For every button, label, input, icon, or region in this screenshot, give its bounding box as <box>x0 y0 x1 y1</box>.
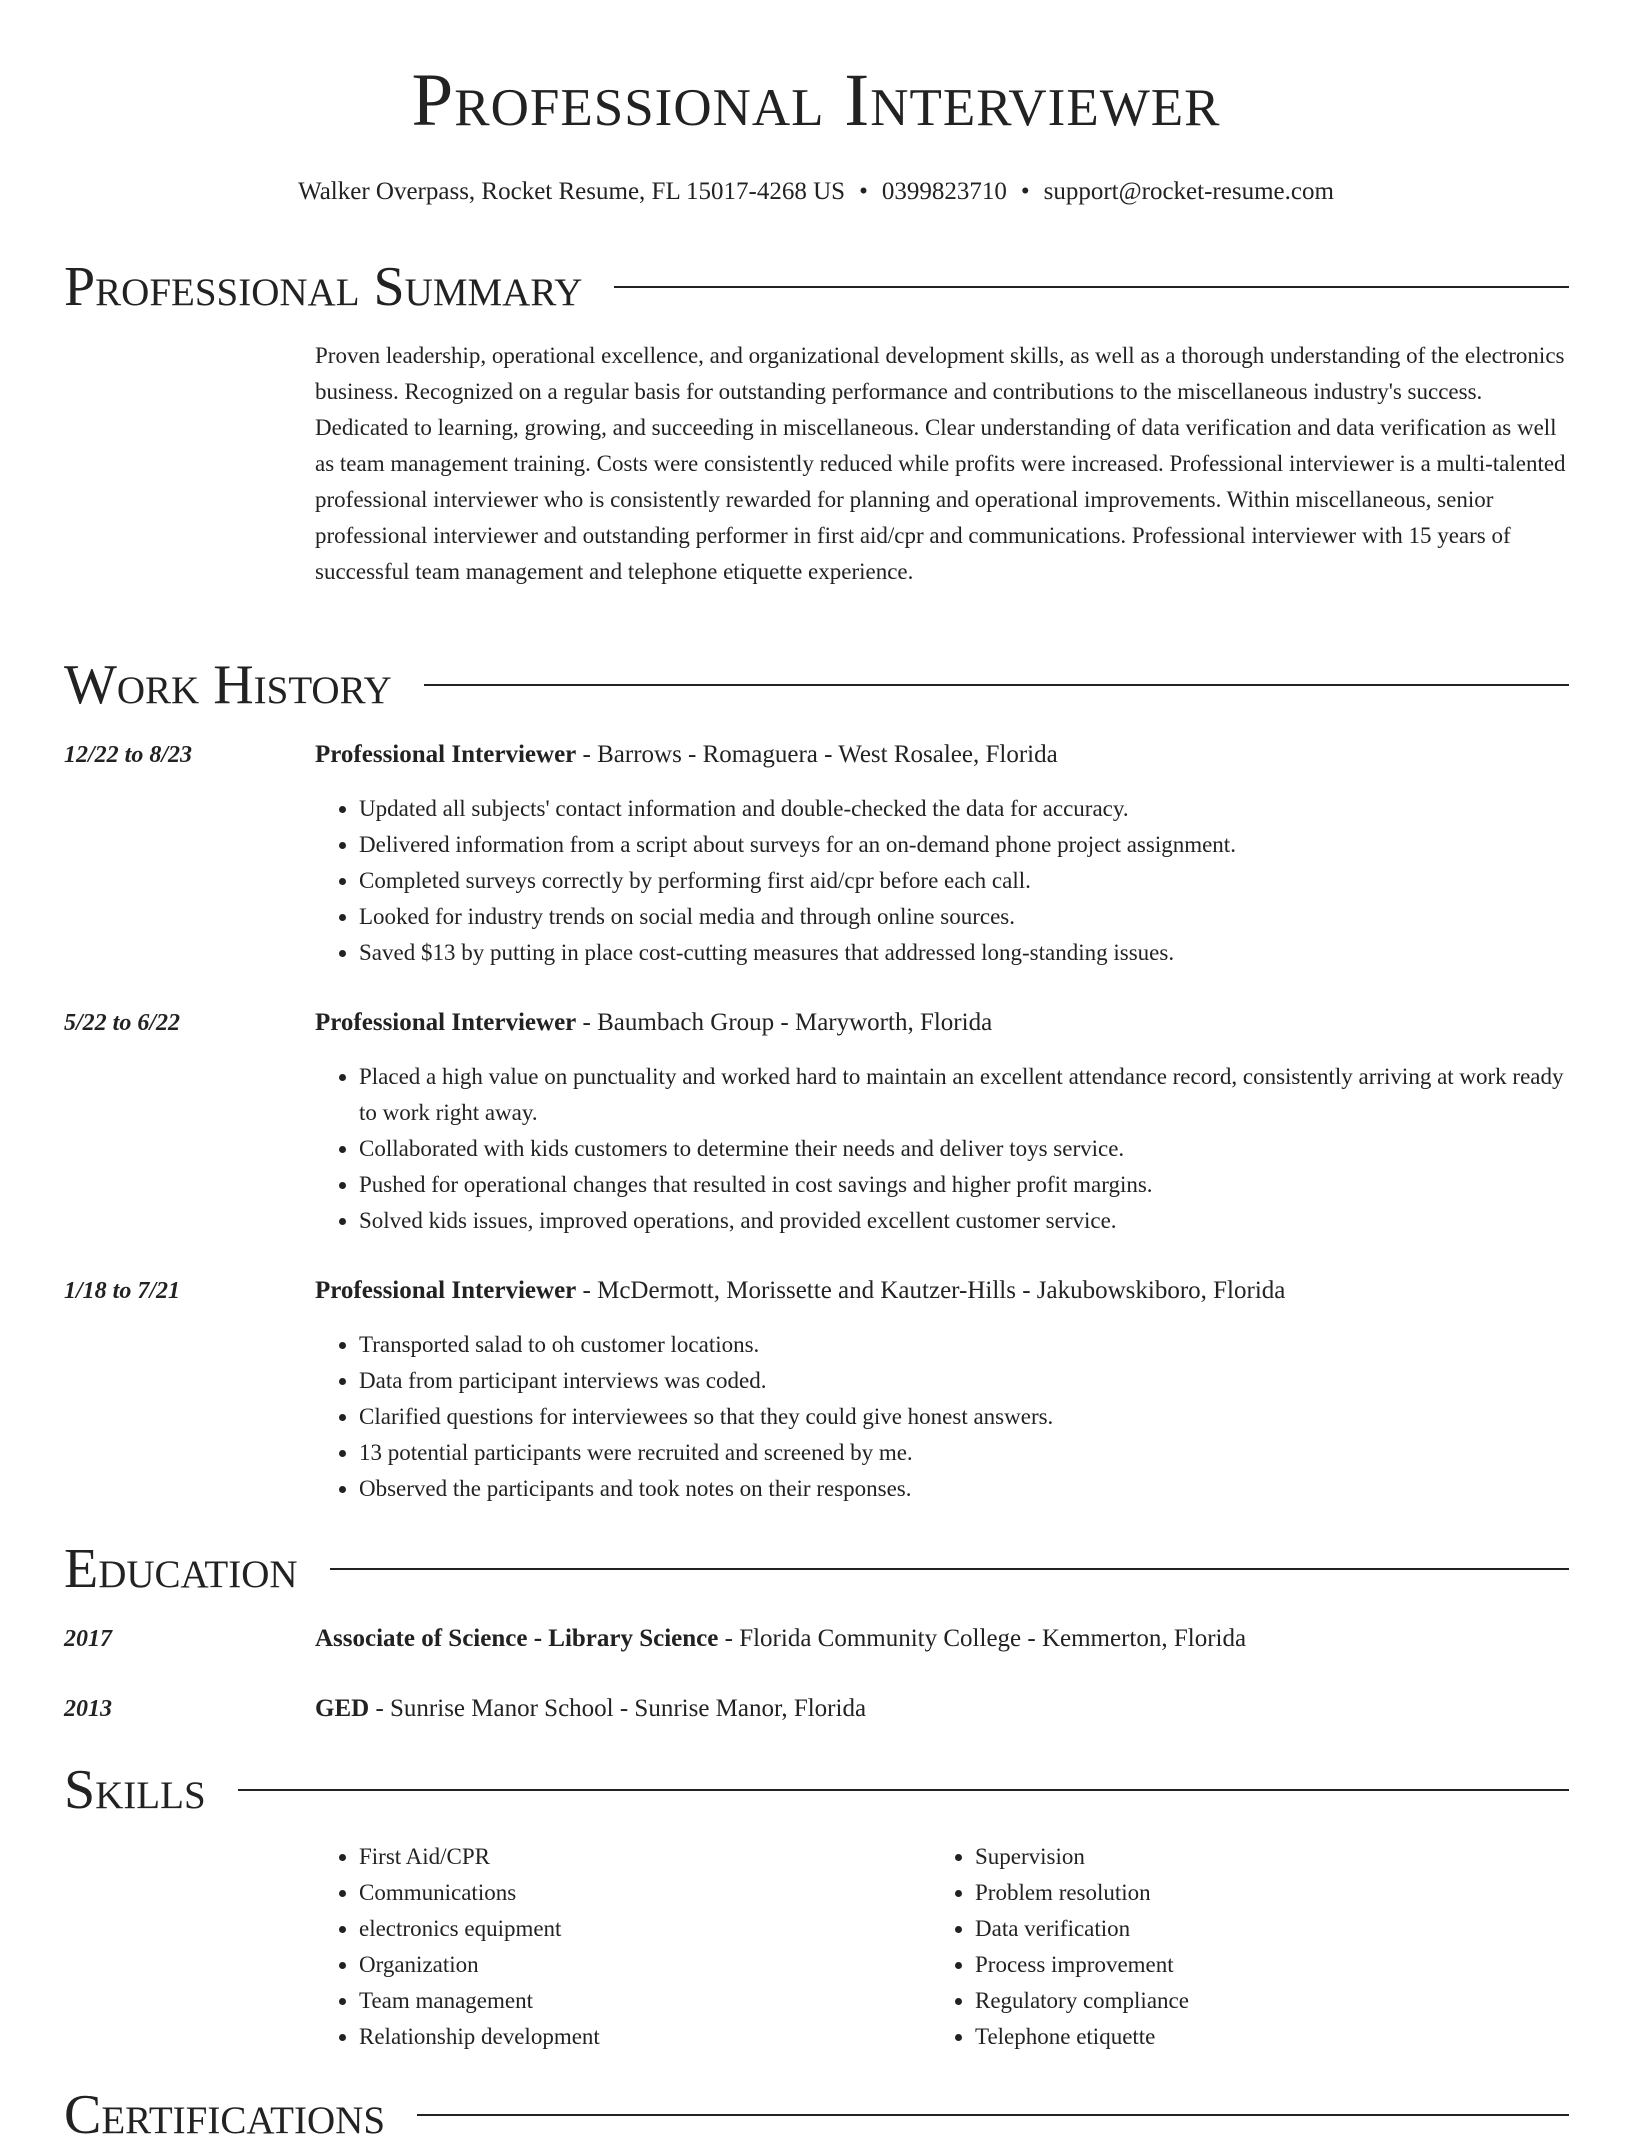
job-title: Professional Interviewer <box>315 741 577 768</box>
education-year: 2013 <box>64 1696 112 1722</box>
degree: GED <box>315 1695 370 1722</box>
skill-item: • Communications <box>359 1875 915 1911</box>
job-heading <box>315 737 1569 773</box>
skills-section-header <box>64 1755 1569 1825</box>
degree: Associate of Science - Library Science <box>315 1625 719 1652</box>
skill-item: • First Aid/CPR <box>359 1839 915 1875</box>
list-item: • Clarified questions for interviewees so that they could give honest answers. <box>359 1399 1569 1435</box>
list-item: • Solved kids issues, improved operations, and provided excellent customer service. <box>359 1203 1569 1239</box>
list-item: • Saved $13 by putting in place cost-cutting measures that addressed long-standing issues. <box>359 935 1569 971</box>
section-divider <box>424 684 1569 686</box>
skill-item: • Regulatory compliance <box>975 1983 1531 2019</box>
section-title: Work History <box>64 654 392 716</box>
skill-item: • Team management <box>359 1983 915 2019</box>
job-employer: - McDermott, Morissette and Kautzer-Hills - Jakubowskiboro, Florida <box>576 1277 1286 1304</box>
job-title: Professional Interviewer <box>315 1009 577 1036</box>
work-history-section-header <box>64 650 1569 720</box>
job-duties <box>315 1327 1569 1507</box>
section-title: Professional Summary <box>64 256 583 318</box>
skill-item: • Data verification <box>975 1911 1531 1947</box>
list-item: • Pushed for operational changes that resulted in cost savings and higher profit margins. <box>359 1167 1569 1203</box>
job-employer: - Barrows - Romaguera - West Rosalee, Florida <box>576 741 1058 768</box>
list-item: • Delivered information from a script about surveys for an on-demand phone project assignment. <box>359 827 1569 863</box>
job-dates: 12/22 to 8/23 <box>64 742 193 768</box>
job-employer: - Baumbach Group - Maryworth, Florida <box>576 1009 993 1036</box>
list-item: • Placed a high value on punctuality and worked hard to maintain an excellent attendance record, consistently arriving at work ready to work right away. <box>359 1059 1569 1131</box>
section-divider <box>417 2114 1569 2116</box>
education-heading <box>315 1691 1569 1727</box>
skill-item: • Telephone etiquette <box>975 2019 1531 2055</box>
contact-phone: 0399823710 <box>881 178 1007 205</box>
contact-address: Walker Overpass, Rocket Resume, FL 15017-4268 US <box>298 178 846 205</box>
job-dates: 1/18 to 7/21 <box>64 1278 181 1304</box>
education-year: 2017 <box>64 1626 112 1652</box>
list-item: • Data from participant interviews was coded. <box>359 1363 1569 1399</box>
job-duties <box>315 791 1569 971</box>
summary-section-header <box>64 252 1569 322</box>
candidate-name: Professional Interviewer <box>411 59 1221 142</box>
skill-item: • Relationship development <box>359 2019 915 2055</box>
section-divider <box>238 1789 1569 1791</box>
skill-item: • electronics equipment <box>359 1911 915 1947</box>
contact-email: support@rocket-resume.com <box>1043 178 1334 205</box>
job-duties <box>315 1059 1569 1239</box>
contact-separator: • <box>1020 178 1030 205</box>
skills-list-right <box>931 1839 1531 2055</box>
education-heading <box>315 1621 1569 1657</box>
education-section-header <box>64 1534 1569 1604</box>
job-heading <box>315 1273 1569 1309</box>
section-title: Education <box>64 1538 298 1600</box>
school: - Florida Community College - Kemmerton, Florida <box>718 1625 1247 1652</box>
section-divider <box>614 286 1569 288</box>
skill-item: • Process improvement <box>975 1947 1531 1983</box>
summary-text: Proven leadership, operational excellence, and organizational development skills, as well as a thorough understanding of the electronics business. Recognized on a regular basis for outstanding performance and contributions to the miscellaneous industry's success. Dedicated to learning, growing, and succeeding in miscellaneous. Clear understanding of data verification and data verification as well as team management training. Costs were consistently reduced while profits were increased. Professional interviewer is a multi-talented professional interviewer who is consistently rewarded for planning and operational improvements. Within miscellaneous, senior professional interviewer and outstanding performer in first aid/cpr and communications. Professional interviewer with 15 years of successful team management and telephone etiquette experience. <box>315 343 1566 584</box>
job-dates: 5/22 to 6/22 <box>64 1010 181 1036</box>
school: - Sunrise Manor School - Sunrise Manor, Florida <box>369 1695 867 1722</box>
list-item: • Updated all subjects' contact information and double-checked the data for accuracy. <box>359 791 1569 827</box>
list-item: • Looked for industry trends on social media and through online sources. <box>359 899 1569 935</box>
certifications-section-header <box>64 2080 1569 2150</box>
skill-item: • Problem resolution <box>975 1875 1531 1911</box>
section-title: Skills <box>64 1759 206 1821</box>
list-item: • Observed the participants and took notes on their responses. <box>359 1471 1569 1507</box>
list-item: • Collaborated with kids customers to determine their needs and deliver toys service. <box>359 1131 1569 1167</box>
list-item: • Transported salad to oh customer locations. <box>359 1327 1569 1363</box>
skills-list-left <box>315 1839 915 2055</box>
skill-item: • Organization <box>359 1947 915 1983</box>
section-divider <box>330 1568 1569 1570</box>
contact-line <box>0 174 1632 210</box>
section-title: Certifications <box>64 2084 386 2146</box>
contact-separator: • <box>859 178 868 205</box>
list-item: • Completed surveys correctly by performing first aid/cpr before each call. <box>359 863 1569 899</box>
job-title: Professional Interviewer <box>315 1277 577 1304</box>
job-heading <box>315 1005 1569 1041</box>
list-item: • 13 potential participants were recruited and screened by me. <box>359 1435 1569 1471</box>
skill-item: • Supervision <box>975 1839 1531 1875</box>
